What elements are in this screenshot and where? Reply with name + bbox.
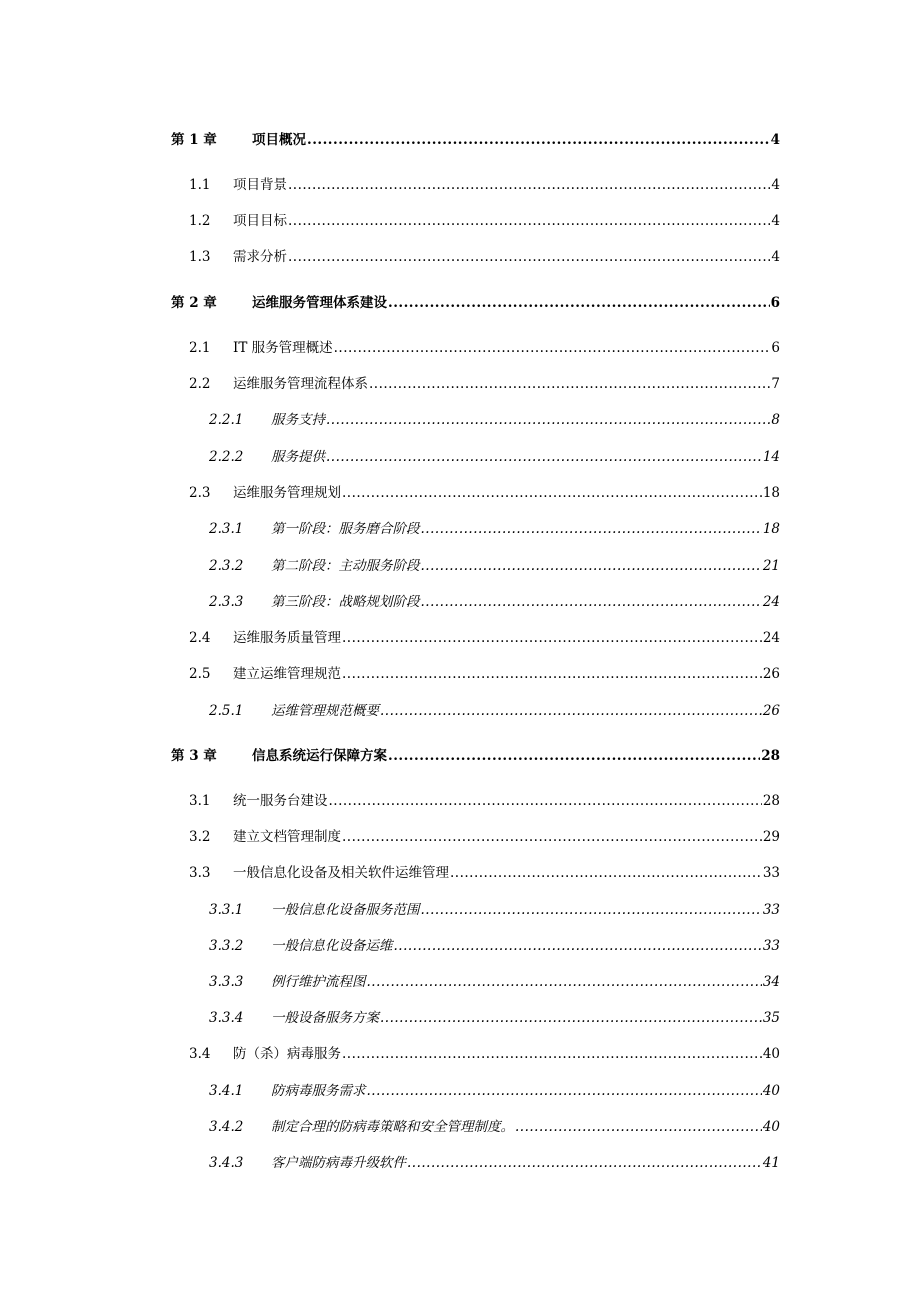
toc-entry-number: 第 2 章 bbox=[171, 295, 217, 311]
toc-entry-number: 3.3.3 bbox=[209, 974, 244, 990]
toc-dot-leader bbox=[342, 665, 762, 683]
toc-entry-page: 6 bbox=[770, 295, 780, 311]
toc-entry[interactable] bbox=[189, 1045, 780, 1063]
toc-dot-leader bbox=[334, 339, 771, 357]
toc-entry-number: 3.4.3 bbox=[209, 1155, 244, 1171]
toc-entry[interactable] bbox=[189, 629, 780, 647]
toc-dot-leader bbox=[515, 1118, 762, 1136]
toc-entry[interactable] bbox=[189, 484, 780, 502]
toc-entry-page: 24 bbox=[762, 630, 780, 646]
toc-dot-leader bbox=[421, 520, 762, 538]
toc-entry-page: 7 bbox=[771, 376, 780, 392]
toc-entry-number: 2.3.3 bbox=[209, 594, 244, 610]
toc-entry-page: 26 bbox=[762, 703, 780, 719]
toc-entry-title: 第一阶段：服务磨合阶段 bbox=[271, 521, 420, 537]
toc-entry-page: 4 bbox=[770, 132, 780, 148]
toc-entry-title: 第二阶段：主动服务阶段 bbox=[271, 558, 420, 574]
toc-entry[interactable] bbox=[171, 747, 780, 765]
toc-dot-leader bbox=[450, 864, 762, 882]
toc-entry-number: 2.5.1 bbox=[209, 703, 244, 719]
toc-entry[interactable] bbox=[209, 520, 780, 538]
toc-entry-number: 第 1 章 bbox=[171, 132, 217, 148]
toc-entry[interactable] bbox=[189, 176, 780, 194]
toc-entry-number: 3.4 bbox=[189, 1046, 211, 1062]
toc-entry[interactable] bbox=[209, 557, 780, 575]
toc-entry-number: 3.4.2 bbox=[209, 1119, 244, 1135]
toc-entry-title: 信息系统运行保障方案 bbox=[252, 748, 387, 764]
toc-entry-number: 1.2 bbox=[189, 213, 211, 229]
toc-entry-number: 2.2.1 bbox=[209, 412, 244, 428]
toc-entry-title: 客户端防病毒升级软件 bbox=[271, 1155, 406, 1171]
toc-entry-page: 4 bbox=[771, 249, 780, 265]
toc-entry-title: 一般设备服务方案 bbox=[271, 1010, 379, 1026]
toc-entry-title: 运维服务质量管理 bbox=[233, 630, 341, 646]
toc-entry-page: 40 bbox=[762, 1046, 780, 1062]
toc-entry[interactable] bbox=[209, 1009, 780, 1027]
toc-entry-page: 4 bbox=[771, 177, 780, 193]
toc-dot-leader bbox=[421, 901, 762, 919]
toc-entry-page: 28 bbox=[762, 793, 780, 809]
toc-entry-title: 服务提供 bbox=[271, 449, 325, 465]
toc-entry-title: 防（杀）病毒服务 bbox=[233, 1046, 341, 1062]
toc-entry-page: 35 bbox=[762, 1010, 780, 1026]
toc-dot-leader bbox=[367, 1082, 762, 1100]
toc-entry[interactable] bbox=[209, 1154, 780, 1172]
toc-entry-title: 运维服务管理体系建设 bbox=[252, 295, 387, 311]
toc-dot-leader bbox=[342, 828, 762, 846]
toc-entry-page: 40 bbox=[762, 1119, 780, 1135]
toc-entry-title: 第三阶段：战略规划阶段 bbox=[271, 594, 420, 610]
toc-entry-page: 33 bbox=[762, 938, 780, 954]
toc-dot-leader bbox=[421, 593, 762, 611]
toc-entry-title: 运维服务管理规划 bbox=[233, 485, 341, 501]
toc-entry[interactable] bbox=[209, 448, 780, 466]
toc-entry-number: 2.1 bbox=[189, 340, 211, 356]
toc-entry-title: IT 服务管理概述 bbox=[233, 340, 333, 356]
toc-entry[interactable] bbox=[171, 131, 780, 149]
toc-entry-title: 防病毒服务需求 bbox=[271, 1083, 366, 1099]
toc-entry-number: 1.3 bbox=[189, 249, 211, 265]
toc-entry-number: 2.5 bbox=[189, 666, 211, 682]
toc-dot-leader bbox=[388, 747, 760, 765]
toc-entry-page: 4 bbox=[771, 213, 780, 229]
toc-entry-title: 需求分析 bbox=[233, 249, 287, 265]
toc-entry[interactable] bbox=[209, 411, 780, 429]
toc-dot-leader bbox=[367, 973, 762, 991]
toc-entry-page: 18 bbox=[762, 485, 780, 501]
toc-dot-leader bbox=[326, 448, 762, 466]
toc-entry[interactable] bbox=[209, 901, 780, 919]
toc-entry-number: 2.3 bbox=[189, 485, 211, 501]
toc-entry[interactable] bbox=[189, 339, 780, 357]
toc-dot-leader bbox=[380, 702, 762, 720]
toc-entry-number: 3.3.4 bbox=[209, 1010, 244, 1026]
toc-entry-page: 34 bbox=[762, 974, 780, 990]
toc-entry[interactable] bbox=[189, 864, 780, 882]
toc-dot-leader bbox=[407, 1154, 762, 1172]
toc-dot-leader bbox=[307, 131, 770, 149]
toc-dot-leader bbox=[369, 375, 770, 393]
toc-entry[interactable] bbox=[209, 593, 780, 611]
toc-entry-number: 3.3 bbox=[189, 865, 211, 881]
toc-entry-number: 3.1 bbox=[189, 793, 211, 809]
toc-entry[interactable] bbox=[209, 702, 780, 720]
toc-entry-title: 运维管理规范概要 bbox=[271, 703, 379, 719]
toc-entry-page: 14 bbox=[762, 449, 780, 465]
toc-dot-leader bbox=[288, 176, 770, 194]
toc-entry-page: 29 bbox=[762, 829, 780, 845]
toc-entry-number: 3.3.2 bbox=[209, 938, 244, 954]
toc-entry-title: 运维服务管理流程体系 bbox=[233, 376, 368, 392]
toc-entry-page: 41 bbox=[762, 1155, 780, 1171]
toc-entry-page: 40 bbox=[762, 1083, 780, 1099]
toc-entry-title: 例行维护流程图 bbox=[271, 974, 366, 990]
toc-entry-number: 3.3.1 bbox=[209, 902, 244, 918]
toc-entry[interactable] bbox=[189, 248, 780, 266]
toc-entry[interactable] bbox=[209, 937, 780, 955]
toc-entry-number: 3.4.1 bbox=[209, 1083, 244, 1099]
toc-entry[interactable] bbox=[209, 1082, 780, 1100]
toc-entry-title: 制定合理的防病毒策略和安全管理制度。 bbox=[271, 1119, 514, 1135]
toc-entry[interactable] bbox=[189, 375, 780, 393]
toc-entry-number: 2.3.1 bbox=[209, 521, 244, 537]
toc-entry-page: 28 bbox=[761, 748, 780, 764]
toc-entry[interactable] bbox=[171, 294, 780, 312]
toc-entry-number: 2.4 bbox=[189, 630, 211, 646]
toc-entry-number: 1.1 bbox=[189, 177, 211, 193]
toc-dot-leader bbox=[326, 411, 770, 429]
toc-entry[interactable] bbox=[189, 792, 780, 810]
toc-entry[interactable] bbox=[209, 1118, 780, 1136]
toc-dot-leader bbox=[342, 484, 762, 502]
toc-entry-title: 建立运维管理规范 bbox=[233, 666, 341, 682]
toc-entry-title: 统一服务台建设 bbox=[233, 793, 328, 809]
toc-dot-leader bbox=[288, 248, 770, 266]
toc-entry-page: 26 bbox=[762, 666, 780, 682]
toc-dot-leader bbox=[342, 1045, 762, 1063]
toc-entry-title: 一般信息化设备运维 bbox=[271, 938, 393, 954]
toc-dot-leader bbox=[342, 629, 762, 647]
toc-dot-leader bbox=[380, 1009, 762, 1027]
toc-entry-number: 2.2 bbox=[189, 376, 211, 392]
toc-entry-page: 21 bbox=[762, 558, 780, 574]
toc-entry[interactable] bbox=[189, 212, 780, 230]
toc-dot-leader bbox=[288, 212, 770, 230]
toc-entry-title: 项目概况 bbox=[252, 132, 306, 148]
toc-entry[interactable] bbox=[189, 828, 780, 846]
toc-entry[interactable] bbox=[189, 665, 780, 683]
toc-entry-number: 第 3 章 bbox=[171, 748, 217, 764]
toc-dot-leader bbox=[421, 557, 762, 575]
toc-entry-page: 8 bbox=[771, 412, 780, 428]
toc-dot-leader bbox=[394, 937, 762, 955]
toc-entry-title: 建立文档管理制度 bbox=[233, 829, 341, 845]
toc-entry-page: 18 bbox=[762, 521, 780, 537]
toc-entry-title: 项目背景 bbox=[233, 177, 287, 193]
toc-entry[interactable] bbox=[209, 973, 780, 991]
toc-entry-number: 3.2 bbox=[189, 829, 211, 845]
toc-dot-leader bbox=[329, 792, 762, 810]
toc-entry-page: 24 bbox=[762, 594, 780, 610]
toc-entry-number: 2.2.2 bbox=[209, 449, 244, 465]
toc-entry-title: 一般信息化设备服务范围 bbox=[271, 902, 420, 918]
toc-entry-page: 33 bbox=[762, 902, 780, 918]
toc-entry-page: 33 bbox=[762, 865, 780, 881]
toc-entry-page: 6 bbox=[771, 340, 780, 356]
toc-entry-title: 一般信息化设备及相关软件运维管理 bbox=[233, 865, 449, 881]
toc-dot-leader bbox=[388, 294, 770, 312]
toc-entry-title: 服务支持 bbox=[271, 412, 325, 428]
toc-entry-number: 2.3.2 bbox=[209, 558, 244, 574]
toc-entry-title: 项目目标 bbox=[233, 213, 287, 229]
